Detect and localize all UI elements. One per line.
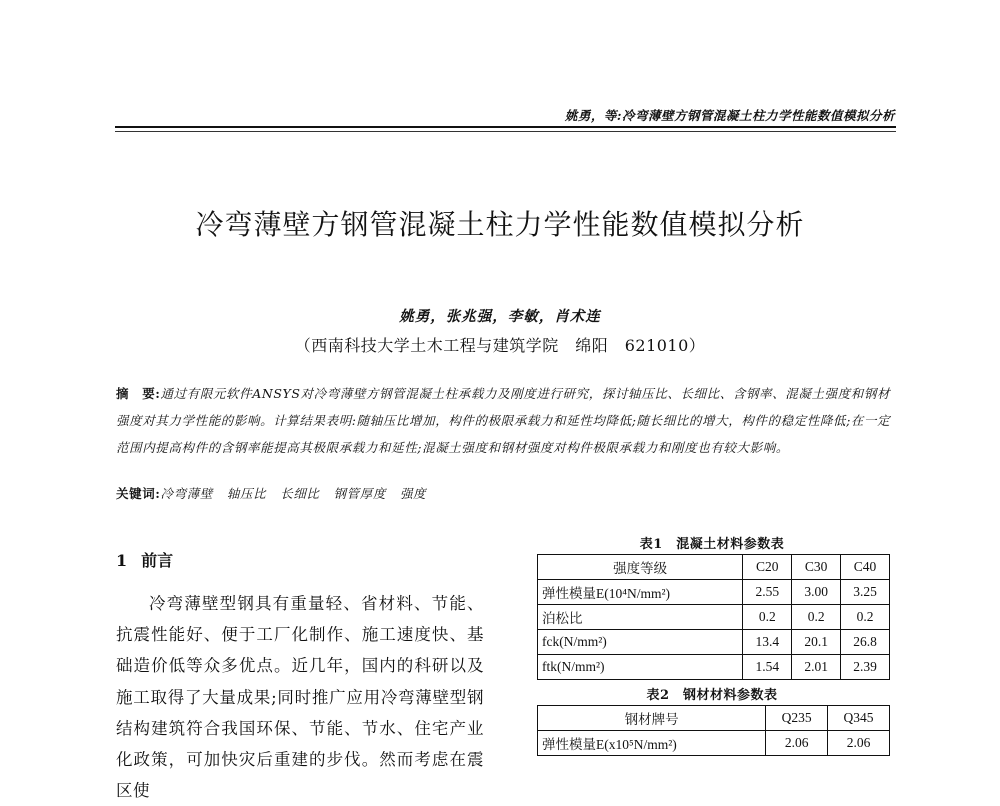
table-cell: 2.01: [792, 655, 841, 680]
table-cell: 0.2: [841, 605, 890, 630]
table-cell: ftk(N/mm²): [538, 655, 743, 680]
table-cell: 0.2: [792, 605, 841, 630]
header-rule-thin: [115, 131, 896, 132]
keyword: 长细比: [280, 486, 320, 501]
table-row: [538, 580, 890, 605]
table-cell: 0.2: [743, 605, 792, 630]
table-cell: 泊松比: [538, 605, 743, 630]
body-paragraph: 冷弯薄壁型钢具有重量轻、省材料、节能、抗震性能好、便于工厂化制作、施工速度快、基础造价低等众多优点。近几年，国内的科研以及施工取得了大量成果;同时推广应用冷弯薄壁型钢结构建筑符合我国环保、节能、节水、住宅产业化政策，可加快灾后重建的步伐。然而考虑在震区使: [116, 594, 484, 801]
keywords: [116, 484, 898, 502]
steel-params-table: [537, 705, 890, 756]
abstract-text: 通过有限元软件ANSYS对冷弯薄壁方钢管混凝土柱承载力及刚度进行研究，探讨轴压比、长细比、含钢率、混凝土强度和钢材强度对其力学性能的影响。计算结果表明:随轴压比增加，构件的极限承载力和延性均降低;随长细比的增大，构件的稳定性降低;在一定范围内提高构件的含钢率能提高其极限承载力和延性;混凝土强度和钢材强度对构件极限承载力和刚度也有较大影响。: [116, 386, 891, 455]
running-head: 姚勇，等:冷弯薄壁方钢管混凝土柱力学性能数值模拟分析: [564, 108, 895, 123]
table-row: [538, 605, 890, 630]
table-cell: fck(N/mm²): [538, 630, 743, 655]
keyword: 轴压比: [226, 486, 267, 501]
table-cell: 3.00: [792, 580, 841, 605]
table-row: [538, 630, 890, 655]
keyword: 强度: [399, 486, 427, 501]
paper-authors: 姚勇，张兆强，李敏，肖术连: [399, 308, 601, 325]
table-header-cell: 强度等级: [538, 555, 743, 580]
table-cell: 2.06: [766, 731, 828, 756]
table-cell: 1.54: [743, 655, 792, 680]
table1-caption: 表1 混凝土材料参数表: [639, 537, 785, 552]
table-row: [538, 731, 890, 756]
table-cell: 20.1: [792, 630, 841, 655]
table-header-row: [538, 706, 890, 731]
keyword: 钢管厚度: [333, 486, 386, 501]
abstract-label: 摘 要:: [116, 386, 161, 401]
table-cell: 26.8: [841, 630, 890, 655]
table-cell: 2.06: [828, 731, 890, 756]
table-cell: 2.55: [743, 580, 792, 605]
table-cell: 弹性模量E(10⁴N/mm²): [538, 580, 743, 605]
table-cell: 3.25: [841, 580, 890, 605]
table-header-cell: Q345: [828, 706, 890, 731]
table-cell: 13.4: [743, 630, 792, 655]
table2-caption: 表2 钢材材料参数表: [646, 688, 778, 703]
keyword: 冷弯薄壁: [160, 486, 213, 501]
paper-affiliation: （西南科技大学土木工程与建筑学院 绵阳 621010）: [294, 336, 706, 355]
abstract: [116, 380, 898, 461]
header-rule: [115, 126, 896, 128]
section-number: 1: [116, 551, 128, 570]
table-cell: 2.39: [841, 655, 890, 680]
table-header-cell: C20: [743, 555, 792, 580]
table-header-cell: C40: [841, 555, 890, 580]
keywords-label: 关键词:: [116, 486, 161, 501]
table-cell: 弹性模量E(x10⁵N/mm²): [538, 731, 766, 756]
paper-title: 冷弯薄壁方钢管混凝土柱力学性能数值模拟分析: [195, 208, 805, 241]
table-header-cell: 钢材牌号: [538, 706, 766, 731]
table-header-row: [538, 555, 890, 580]
table-header-cell: C30: [792, 555, 841, 580]
section-heading: [116, 548, 173, 571]
concrete-params-table: [537, 554, 890, 680]
table-row: [538, 655, 890, 680]
section-title: 前言: [141, 551, 174, 570]
table-header-cell: Q235: [766, 706, 828, 731]
